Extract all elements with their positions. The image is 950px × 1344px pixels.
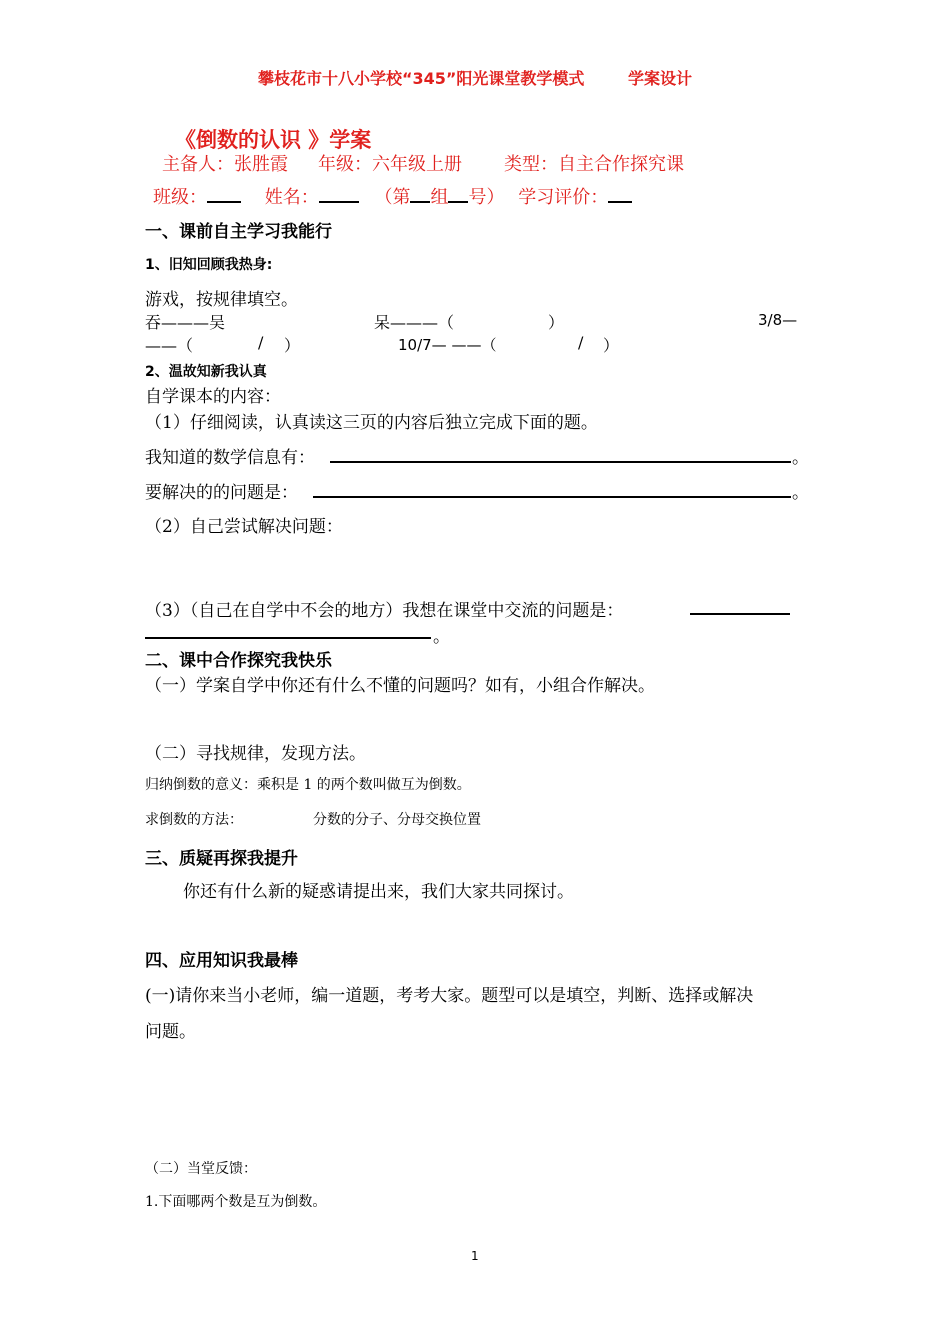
problem-label: 要解决的的问题是： bbox=[145, 483, 298, 503]
section4-item1-line2: 问题。 bbox=[145, 1022, 196, 1042]
pattern-row2-a-close: ） bbox=[284, 336, 301, 355]
question-1: （1）仔细阅读，认真读这三页的内容后独立完成下面的题。 bbox=[145, 413, 598, 433]
section2-item1: （一）学案自学中你还有什么不懂的问题吗？如有，小组合作解决。 bbox=[145, 676, 655, 696]
student-info-line bbox=[153, 183, 632, 209]
page-number: 1 bbox=[471, 1249, 479, 1263]
info-period: 。 bbox=[792, 448, 809, 468]
section1-sub1: 1、旧知回顾我热身: bbox=[145, 257, 273, 273]
header-title: 攀枝花市十八小学校“345”阳光课堂教学模式 bbox=[258, 69, 585, 88]
header-subtitle: 学案设计 bbox=[628, 69, 693, 88]
group-open: （第 bbox=[374, 187, 411, 208]
pattern-row1-a: 吞———吴 bbox=[145, 313, 226, 332]
section2-item2: （二）寻找规律，发现方法。 bbox=[145, 744, 366, 764]
course-type: 类型：自主合作探究课 bbox=[504, 154, 684, 175]
question-2: （2）自己尝试解决问题： bbox=[145, 517, 343, 537]
name-blank[interactable] bbox=[319, 183, 359, 203]
name-label: 姓名： bbox=[264, 187, 319, 208]
section3-heading: 三、质疑再探我提升 bbox=[145, 849, 298, 869]
problem-answer-line[interactable] bbox=[313, 496, 791, 498]
section3-text: 你还有什么新的疑惑请提出来，我们大家共同探讨。 bbox=[183, 882, 574, 902]
pattern-row2-a-slash: / bbox=[258, 333, 264, 352]
group-blank[interactable] bbox=[410, 183, 430, 203]
feedback-question-1: 1.下面哪两个数是互为倒数。 bbox=[145, 1194, 327, 1210]
info-answer-line[interactable] bbox=[330, 461, 791, 463]
eval-label: 学习评价： bbox=[518, 187, 609, 208]
method-label: 求倒数的方法： bbox=[145, 812, 243, 828]
pattern-row2-b-close: ） bbox=[603, 336, 620, 355]
doc-title: 《倒数的认识 》学案 bbox=[175, 127, 372, 152]
self-study-text: 自学课本的内容： bbox=[145, 387, 281, 407]
group-mid: 组 bbox=[430, 187, 449, 208]
pattern-row2-b: 10/7— ——（ bbox=[398, 336, 497, 354]
game-text: 游戏，按规律填空。 bbox=[145, 290, 298, 310]
question-3-period: 。 bbox=[433, 627, 450, 647]
pattern-row1-b: 呆———（ bbox=[374, 313, 455, 332]
pattern-row1-c: 3/8— bbox=[758, 311, 798, 329]
pattern-row2-b-slash: / bbox=[578, 333, 584, 352]
eval-blank[interactable] bbox=[608, 183, 632, 203]
section1-heading: 一、课前自主学习我能行 bbox=[145, 222, 332, 242]
preparer: 主备人：张胜霞 bbox=[162, 154, 288, 175]
question-3-line-b[interactable] bbox=[145, 637, 431, 639]
class-blank[interactable] bbox=[207, 183, 241, 203]
method-text: 分数的分子、分母交换位置 bbox=[313, 812, 481, 828]
pattern-row2-a: ——（ bbox=[145, 336, 194, 355]
problem-period: 。 bbox=[792, 483, 809, 503]
group-close: 号） bbox=[468, 187, 505, 208]
reciprocal-meaning: 归纳倒数的意义：乘积是 1 的两个数叫做互为倒数。 bbox=[145, 777, 471, 793]
section4-heading: 四、应用知识我最棒 bbox=[145, 951, 298, 971]
section1-sub2: 2、温故知新我认真 bbox=[145, 364, 267, 380]
section4-item2: （二）当堂反馈： bbox=[145, 1161, 257, 1177]
section4-item1-line1: (一)请你来当小老师，编一道题，考考大家。题型可以是填空，判断、选择或解决 bbox=[145, 986, 754, 1006]
info-label: 我知道的数学信息有： bbox=[145, 448, 315, 468]
question-3-line-a[interactable] bbox=[690, 613, 790, 615]
class-label: 班级： bbox=[153, 187, 207, 208]
pattern-row1-b-close: ） bbox=[548, 313, 565, 332]
section2-heading: 二、课中合作探究我快乐 bbox=[145, 651, 332, 671]
seat-blank[interactable] bbox=[448, 183, 468, 203]
grade: 年级：六年级上册 bbox=[318, 154, 462, 175]
question-3: （3）（自己在自学中不会的地方）我想在课堂中交流的问题是： bbox=[145, 601, 624, 621]
